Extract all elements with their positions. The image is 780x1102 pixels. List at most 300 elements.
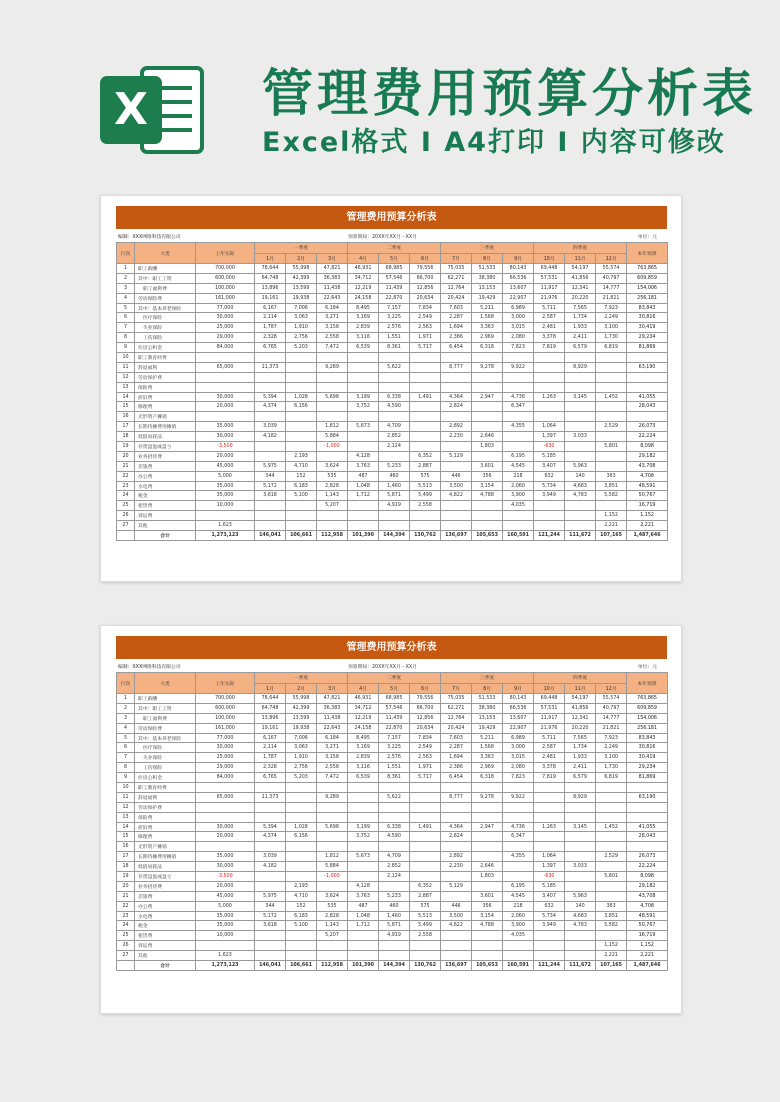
table-row	[117, 461, 668, 471]
row-month-value: 5,499	[410, 921, 441, 931]
row-annual-budget: 763,865	[627, 264, 668, 274]
company-label: 编制：XXX网络科技有限公司	[118, 235, 181, 240]
row-month-value: 8,777	[441, 362, 472, 372]
row-number: 21	[117, 461, 135, 471]
row-month-value: 2,328	[255, 333, 286, 343]
row-month-value	[317, 511, 348, 521]
row-month-value: 2,558	[317, 333, 348, 343]
row-month-value: 5,717	[410, 343, 441, 353]
row-number: 23	[117, 481, 135, 491]
row-month-value: 1,730	[596, 333, 627, 343]
row-month-value: 22,870	[379, 723, 410, 733]
row-month-value	[596, 842, 627, 852]
row-month-value	[503, 951, 534, 961]
row-month-value	[565, 501, 596, 511]
row-month-value: 3,900	[503, 921, 534, 931]
row-month-value	[286, 951, 317, 961]
row-number: 16	[117, 412, 135, 422]
row-month-value	[410, 402, 441, 412]
row-month-value: 535	[317, 471, 348, 481]
row-annual-budget: 48,591	[627, 911, 668, 921]
total-month-value: 160,591	[503, 961, 534, 971]
row-month-value: 75,035	[441, 264, 472, 274]
row-month-value	[565, 881, 596, 891]
row-month-value	[317, 842, 348, 852]
row-month-value: 3,154	[472, 481, 503, 491]
row-month-value: 356	[472, 901, 503, 911]
row-item-name: 职工福利费	[135, 713, 196, 723]
total-month-value: 112,958	[317, 961, 348, 971]
period-label: 预算期间：20XX年XX月－XX月	[348, 665, 417, 670]
row-month-value: 1,143	[317, 921, 348, 931]
row-month-value: 3,145	[565, 392, 596, 402]
row-last-year	[196, 842, 255, 852]
row-month-value: 5,499	[410, 491, 441, 501]
row-month-value: 5,871	[379, 491, 410, 501]
row-month-value	[379, 951, 410, 961]
row-month-value	[286, 812, 317, 822]
row-month-value	[503, 521, 534, 531]
row-month-value: 3,039	[255, 852, 286, 862]
table-row	[117, 842, 668, 852]
row-month-value: 3,199	[348, 822, 379, 832]
row-month-value	[565, 422, 596, 432]
row-month-value: 3,949	[534, 921, 565, 931]
table-row	[117, 412, 668, 422]
row-annual-budget: 8,098	[627, 442, 668, 452]
row-last-year: 30,000	[196, 392, 255, 402]
row-month-value: 78,644	[255, 264, 286, 274]
header-item: 大类	[135, 243, 196, 264]
row-month-value: 1,568	[472, 313, 503, 323]
row-month-value: 5,711	[534, 303, 565, 313]
row-month-value: 3,158	[317, 323, 348, 333]
row-month-value: 19,429	[472, 293, 503, 303]
row-month-value: 5,734	[534, 481, 565, 491]
row-month-value: 5,698	[317, 822, 348, 832]
row-item-name: 其中：基本养老保险	[135, 303, 196, 313]
row-month-value: 4,182	[255, 862, 286, 872]
row-month-value	[565, 372, 596, 382]
row-month-value	[286, 521, 317, 531]
row-month-value: 5,871	[379, 921, 410, 931]
row-month-value: 79,556	[410, 264, 441, 274]
header-month: 12月	[596, 683, 627, 694]
row-number: 22	[117, 901, 135, 911]
row-month-value	[503, 842, 534, 852]
row-last-year	[196, 372, 255, 382]
total-month-value: 130,762	[410, 961, 441, 971]
row-month-value: 3,618	[255, 921, 286, 931]
sheet-preview-2	[100, 625, 682, 1014]
row-month-value	[596, 372, 627, 382]
row-month-value: 64,748	[255, 703, 286, 713]
row-last-year: 35,000	[196, 491, 255, 501]
row-number: 4	[117, 723, 135, 733]
row-month-value: 3,100	[596, 323, 627, 333]
row-last-year: 20,000	[196, 832, 255, 842]
sheet-meta	[116, 659, 667, 672]
row-item-name: 无形资产摊销	[135, 842, 196, 852]
row-item-name: 其中：基本养老保险	[135, 733, 196, 743]
row-month-value: 152	[286, 471, 317, 481]
row-month-value: 5,711	[534, 733, 565, 743]
row-month-value	[472, 372, 503, 382]
row-annual-budget: 1,152	[627, 511, 668, 521]
row-month-value: 3,169	[348, 313, 379, 323]
row-month-value	[410, 422, 441, 432]
row-month-value: 3,145	[565, 822, 596, 832]
row-month-value	[441, 802, 472, 812]
row-last-year: 29,000	[196, 333, 255, 343]
row-month-value: 2,969	[472, 763, 503, 773]
table-row	[117, 432, 668, 442]
row-month-value: 22,643	[317, 293, 348, 303]
row-month-value	[348, 812, 379, 822]
row-month-value: 487	[348, 901, 379, 911]
row-month-value	[503, 872, 534, 882]
row-month-value	[255, 802, 286, 812]
total-month-value: 105,653	[472, 961, 503, 971]
row-last-year: 25,000	[196, 753, 255, 763]
row-month-value: 1,787	[255, 753, 286, 763]
row-annual-budget	[627, 812, 668, 822]
row-month-value	[472, 511, 503, 521]
row-month-value: 2,576	[379, 323, 410, 333]
row-month-value	[503, 372, 534, 382]
row-month-value: 1,397	[534, 432, 565, 442]
row-month-value: 64,748	[255, 273, 286, 283]
row-month-value: 6,167	[255, 303, 286, 313]
row-month-value: 6,819	[596, 773, 627, 783]
row-month-value: 4,590	[379, 402, 410, 412]
row-month-value: 2,114	[255, 743, 286, 753]
row-month-value: 3,039	[255, 422, 286, 432]
row-month-value: 8,495	[348, 733, 379, 743]
row-number: 6	[117, 743, 135, 753]
row-month-value	[348, 802, 379, 812]
row-month-value: 42,399	[286, 273, 317, 283]
row-month-value: 5,717	[410, 773, 441, 783]
row-item-name: 无形资产摊销	[135, 412, 196, 422]
row-month-value	[472, 941, 503, 951]
row-month-value: 1,551	[379, 763, 410, 773]
row-month-value: 4,364	[441, 392, 472, 402]
row-month-value: 11,917	[534, 713, 565, 723]
row-item-name: 劳动保险费	[135, 723, 196, 733]
row-month-value: 42,399	[286, 703, 317, 713]
row-month-value	[286, 511, 317, 521]
row-last-year: 600,000	[196, 703, 255, 713]
row-month-value	[503, 432, 534, 442]
table-row	[117, 753, 668, 763]
total-month-value: 144,394	[379, 961, 410, 971]
row-month-value	[472, 842, 503, 852]
table-row	[117, 471, 668, 481]
row-month-value: 3,900	[503, 491, 534, 501]
row-item-name: 折旧费	[135, 822, 196, 832]
header-last-year: 上年实际	[196, 243, 255, 264]
row-month-value	[255, 412, 286, 422]
row-month-value: 3,763	[348, 461, 379, 471]
row-month-value: 2,549	[410, 313, 441, 323]
total-month-value: 106,661	[286, 531, 317, 541]
row-month-value	[534, 372, 565, 382]
budget-table	[116, 672, 668, 971]
row-number: 5	[117, 303, 135, 313]
row-month-value: 4,355	[503, 422, 534, 432]
row-month-value	[286, 412, 317, 422]
header-q3: 三季度	[441, 243, 534, 254]
row-month-value: 13,896	[255, 283, 286, 293]
row-last-year: 29,000	[196, 763, 255, 773]
row-month-value: 5,673	[348, 852, 379, 862]
row-month-value: 46,931	[348, 694, 379, 704]
row-number: 3	[117, 283, 135, 293]
header-month: 12月	[596, 253, 627, 264]
row-annual-budget: 16,719	[627, 501, 668, 511]
row-month-value	[410, 802, 441, 812]
row-month-value	[472, 382, 503, 392]
row-month-value: 4,545	[503, 461, 534, 471]
row-annual-budget: 43,708	[627, 891, 668, 901]
row-month-value: 4,182	[255, 432, 286, 442]
table-row	[117, 881, 668, 891]
row-number: 27	[117, 951, 135, 961]
row-item-name: 其他	[135, 521, 196, 531]
row-month-value: 2,892	[441, 422, 472, 432]
sheet-title: 管理费用预算分析表	[116, 206, 667, 229]
row-month-value: -1,000	[317, 442, 348, 452]
header-month: 6月	[410, 253, 441, 264]
total-month-value: 107,165	[596, 961, 627, 971]
header-month: 7月	[441, 253, 472, 264]
row-month-value: 575	[410, 471, 441, 481]
row-month-value: 6,195	[503, 881, 534, 891]
row-month-value: 12,219	[348, 283, 379, 293]
row-month-value	[317, 382, 348, 392]
row-annual-budget: 29,182	[627, 451, 668, 461]
row-month-value	[255, 511, 286, 521]
row-last-year	[196, 783, 255, 793]
header-last-year: 上年实际	[196, 673, 255, 694]
row-month-value: 4,709	[379, 422, 410, 432]
row-month-value: 1,028	[286, 822, 317, 832]
row-last-year: 10,000	[196, 931, 255, 941]
row-month-value: 8,361	[379, 343, 410, 353]
row-month-value: 1,730	[596, 763, 627, 773]
row-annual-budget: 609,859	[627, 703, 668, 713]
table-row	[117, 713, 668, 723]
row-month-value: 7,565	[565, 303, 596, 313]
row-number: 19	[117, 872, 135, 882]
row-item-name: 劳动保护费	[135, 372, 196, 382]
unit-label: 单位：元	[637, 665, 657, 670]
row-month-value: 5,203	[286, 773, 317, 783]
row-item-name: 业务招待费	[135, 881, 196, 891]
total-month-value: 111,672	[565, 961, 596, 971]
row-month-value	[565, 511, 596, 521]
row-month-value: 36,383	[317, 703, 348, 713]
row-month-value	[472, 832, 503, 842]
header-q1: 一季度	[255, 243, 348, 254]
row-month-value	[255, 372, 286, 382]
row-month-value: 4,822	[441, 491, 472, 501]
row-annual-budget: 256,181	[627, 293, 668, 303]
row-month-value: 4,545	[503, 891, 534, 901]
row-annual-budget: 63,190	[627, 362, 668, 372]
row-month-value: 2,287	[441, 743, 472, 753]
row-month-value: 5,185	[534, 881, 565, 891]
row-month-value: 4,710	[286, 891, 317, 901]
header-month: 11月	[565, 683, 596, 694]
row-month-value	[596, 382, 627, 392]
row-month-value	[472, 451, 503, 461]
row-month-value: 3,271	[317, 313, 348, 323]
row-month-value: 3,015	[503, 323, 534, 333]
row-month-value	[503, 812, 534, 822]
row-month-value	[441, 461, 472, 471]
row-last-year: 10,000	[196, 501, 255, 511]
row-month-value: 38,380	[472, 703, 503, 713]
row-number: 8	[117, 333, 135, 343]
row-month-value	[255, 451, 286, 461]
row-number: 7	[117, 323, 135, 333]
row-item-name: 办公费	[135, 471, 196, 481]
row-month-value	[410, 783, 441, 793]
row-month-value	[472, 931, 503, 941]
row-month-value: 1,048	[348, 481, 379, 491]
row-number: 15	[117, 402, 135, 412]
row-month-value: 6,347	[503, 402, 534, 412]
row-month-value: 51,533	[472, 694, 503, 704]
row-month-value: 575	[410, 901, 441, 911]
row-last-year: 45,000	[196, 461, 255, 471]
row-last-year: 35,000	[196, 911, 255, 921]
row-month-value: 57,546	[379, 273, 410, 283]
row-month-value: 3,154	[472, 911, 503, 921]
row-month-value: 11,439	[379, 713, 410, 723]
row-last-year: 35,000	[196, 422, 255, 432]
row-item-name: 工伤保险	[135, 333, 196, 343]
row-month-value: 5,185	[534, 451, 565, 461]
row-month-value: 2,124	[379, 442, 410, 452]
header-q4: 四季度	[534, 243, 627, 254]
row-month-value	[286, 852, 317, 862]
row-month-value	[596, 881, 627, 891]
row-month-value	[348, 412, 379, 422]
row-month-value: 3,363	[472, 753, 503, 763]
row-month-value: 7,006	[286, 733, 317, 743]
row-month-value: 2,839	[348, 323, 379, 333]
row-month-value: 6,347	[503, 832, 534, 842]
row-month-value	[441, 812, 472, 822]
row-month-value: 6,338	[379, 392, 410, 402]
row-month-value: 7,819	[534, 343, 565, 353]
row-month-value	[286, 872, 317, 882]
table-row	[117, 442, 668, 452]
row-month-value: 1,734	[565, 313, 596, 323]
row-month-value	[255, 872, 286, 882]
row-month-value: 41,856	[565, 703, 596, 713]
row-month-value: 4,710	[286, 461, 317, 471]
row-month-value: 2,549	[410, 743, 441, 753]
row-month-value	[596, 402, 627, 412]
row-month-value: 20,424	[441, 293, 472, 303]
row-month-value: 1,568	[472, 743, 503, 753]
row-month-value: 62,271	[441, 273, 472, 283]
row-annual-budget: 22,224	[627, 862, 668, 872]
row-month-value: 2,852	[379, 862, 410, 872]
row-month-value: 4,709	[379, 852, 410, 862]
table-row	[117, 802, 668, 812]
total-month-value: 146,041	[255, 961, 286, 971]
row-month-value: 2,887	[410, 461, 441, 471]
row-month-value	[503, 862, 534, 872]
row-last-year: 77,000	[196, 733, 255, 743]
row-annual-budget: 50,767	[627, 491, 668, 501]
row-month-value	[441, 412, 472, 422]
row-month-value: 47,821	[317, 694, 348, 704]
row-last-year: -3,500	[196, 872, 255, 882]
table-row	[117, 743, 668, 753]
row-month-value: 5,622	[379, 362, 410, 372]
row-month-value	[379, 451, 410, 461]
row-month-value	[348, 432, 379, 442]
row-month-value: 6,352	[410, 881, 441, 891]
row-annual-budget: 43,708	[627, 461, 668, 471]
row-month-value: 38,380	[472, 273, 503, 283]
row-month-value: 2,824	[441, 832, 472, 842]
row-month-value: 22,870	[379, 293, 410, 303]
row-month-value	[317, 372, 348, 382]
row-month-value	[410, 353, 441, 363]
row-month-value	[348, 792, 379, 802]
row-last-year	[196, 412, 255, 422]
row-month-value: 3,033	[565, 432, 596, 442]
row-month-value: 3,601	[472, 461, 503, 471]
row-item-name: 诉讼费	[135, 941, 196, 951]
row-month-value: 4,788	[472, 921, 503, 931]
row-month-value	[286, 802, 317, 812]
row-number: 7	[117, 753, 135, 763]
row-month-value: 3,601	[472, 891, 503, 901]
row-annual-budget: 81,869	[627, 343, 668, 353]
row-month-value: 5,582	[596, 491, 627, 501]
row-month-value: 3,225	[379, 313, 410, 323]
row-number: 23	[117, 911, 135, 921]
row-annual-budget: 4,708	[627, 471, 668, 481]
row-item-name: 办公费	[135, 901, 196, 911]
row-month-value: 4,822	[441, 921, 472, 931]
row-month-value: 6,195	[503, 451, 534, 461]
row-month-value: 363	[596, 901, 627, 911]
row-month-value	[286, 362, 317, 372]
row-month-value	[317, 951, 348, 961]
row-month-value: 3,116	[348, 333, 379, 343]
row-annual-budget: 30,419	[627, 753, 668, 763]
row-annual-budget: 8,098	[627, 872, 668, 882]
total-month-value: 144,394	[379, 531, 410, 541]
row-number: 16	[117, 842, 135, 852]
table-row	[117, 372, 668, 382]
table-row	[117, 723, 668, 733]
row-month-value: 1,933	[565, 753, 596, 763]
row-annual-budget: 154,006	[627, 713, 668, 723]
row-month-value: 7,834	[410, 733, 441, 743]
row-month-value: 2,558	[317, 763, 348, 773]
row-month-value	[596, 931, 627, 941]
